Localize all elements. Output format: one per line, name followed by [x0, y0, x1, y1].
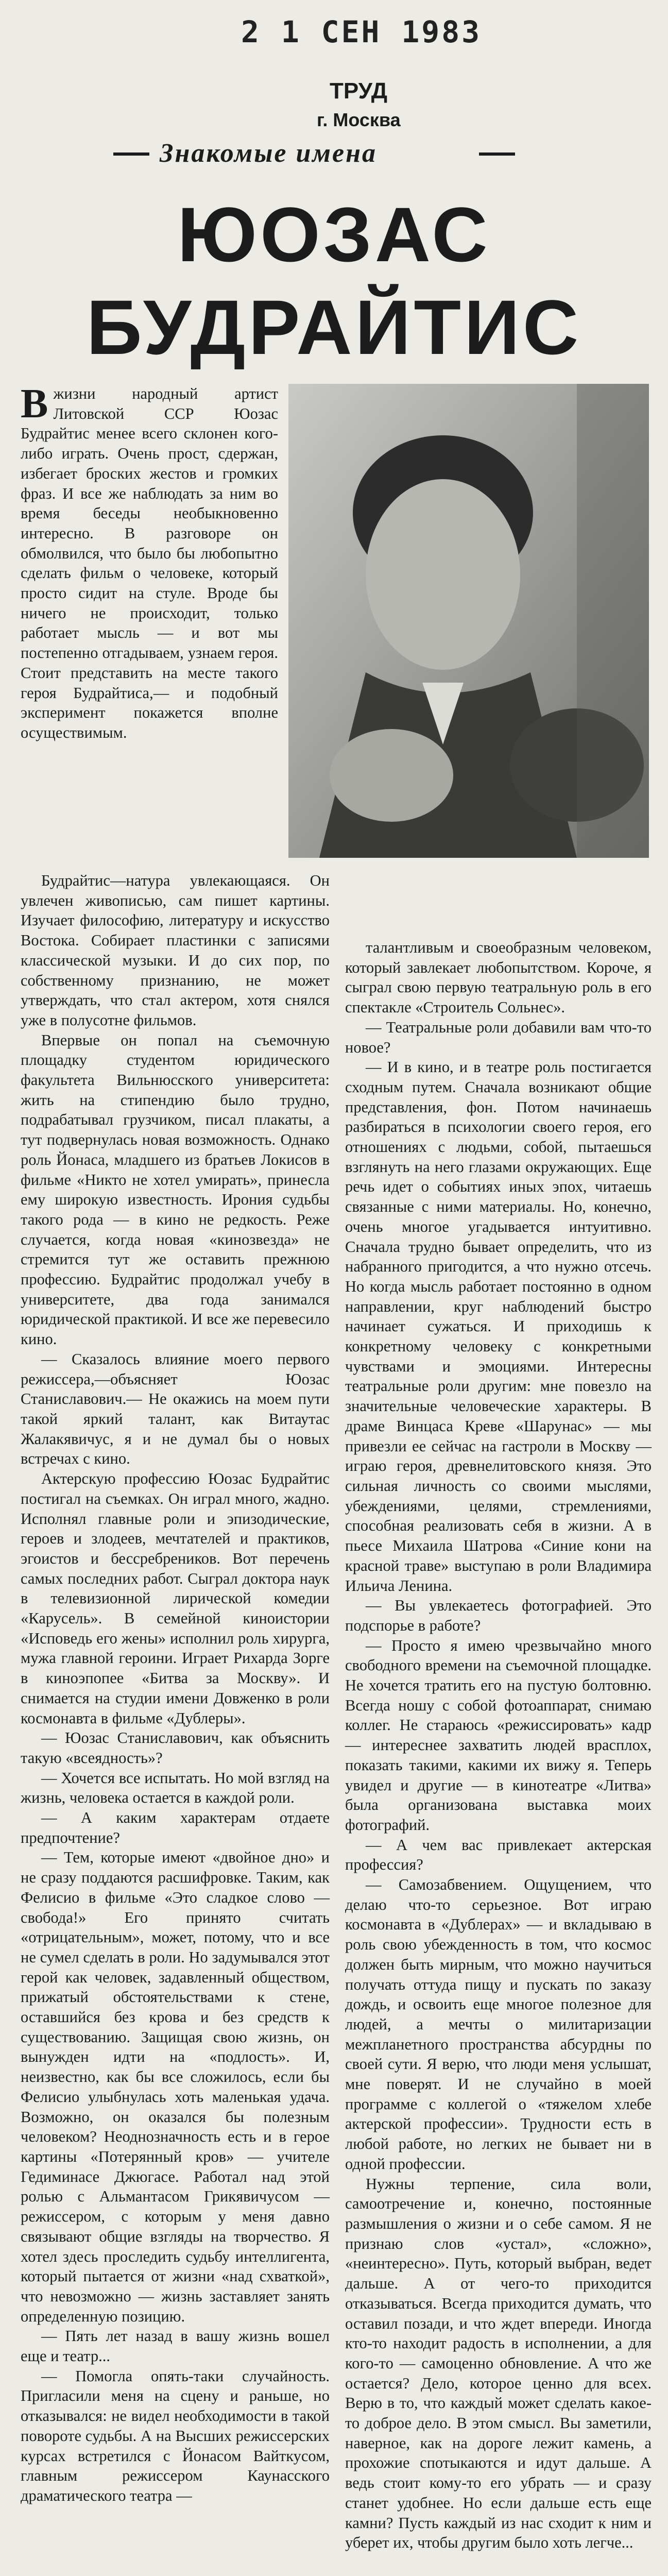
article-paragraph: Впервые он попал на съемочную площадку студентом юридического факультета Вильнюсского университета: жить на стипендию было трудно, подрабатывал грузчиком, писал плакаты, а тут подвернулась новая возможность. Однако роль Йонаса, младшего из братьев Локисов в фильме «Никто не хотел умирать», принесла ему широкую известность. Ирония судьбы такого рода — в кино не редкость. Реже случается, когда новая «кинозвезда» не стремится тут же оставить прежнюю профессию. Будрайтис продолжал учебу в университете, два года занимался юридической практикой. И все же перевесило кино. — [21, 1031, 330, 1348]
article-paragraph: — Театральные роли добавили вам что-то новое? — [345, 1018, 652, 1056]
headline-last-name: БУДРАЙТИС — [86, 284, 582, 370]
article-paragraph: — Вы увлекаетесь фотографией. Это подспорье в работе? — [345, 1597, 652, 1634]
article-paragraph: талантливым и своеобразным человеком, который завлекает любопытством. Короче, я сыграл свою первую театральную роль в его спектакле «Строитель Сольнес». — [345, 939, 652, 1016]
portrait-image — [288, 384, 649, 858]
portrait-photo — [288, 384, 649, 858]
article-paragraph: — Самозабвением. Ощущением, что делаю что-то серьезное. Вот играю космонавта в «Дублерах» — и вкладываю в роль свою убежденность в том, что космос должен быть мирным, что можно научиться получать оттуда пищу и пускать по заказу дождь, и освоить еще многое полезное для людей, а мечты о милитаризации межпланетного пространства абсурдны по своей сути. Я верю, что люди меня услышат, мне поверят. И не случайно в моей программе с коллегой о «тяжелом хлебе актерской профессии». Трудности есть в любой работе, но легких не бывает ни в одной профессии. — [345, 1876, 652, 2173]
right-text-column — [345, 938, 652, 2553]
city-stamp: г. Москва — [317, 109, 401, 130]
date-stamp: 2 1 СЕН 1983 — [241, 14, 482, 49]
newspaper-name-stamp: ТРУД — [330, 78, 388, 104]
headline-first-name: ЮОЗАС — [177, 191, 491, 278]
article-paragraph: — Тем, которые имеют «двойное дно» и не сразу поддаются расшифровке. Таким, как Фелисио в фильме «Это сладкое слово — свобода!» Его принято считать «отрицательным», может, потому, что и все не сумел сделать в роли. Но задумывался этот герой как человек, задавленный обществом, прижатый обстоятельствами к стене, оставшийся без крова и без средств к существованию. Защищая свою жизнь, он вынужден идти на «подлость». И, неизвестно, как бы все сложилось, если бы Фелисио улыбнулась хоть маленькая удача. Возможно, он оказался бы полезным человеком? Неоднозначность есть и в герое картины «Потерянный кров» — учителе Гедиминасе Джюгасе. Работал над этой ролью с Альмантасом Грикявичусом — режиссером, с которым у меня давно связывают общие взгляды на творчество. Я хотел здесь проследить судьбу интеллигента, который пытается от жизни «над схваткой», что невозможно — жизнь заставляет занять определенную позицию. — [21, 1849, 330, 2325]
article-paragraph: — Юозас Станиславович, как объяснить такую «всеядность»? — [21, 1729, 330, 1767]
left-text-column — [21, 871, 330, 2506]
rubric-right-dash — [479, 152, 515, 156]
article-paragraph: — Помогла опять-таки случайность. Пригласили меня на сцену и раньше, но отказывался: не видел необходимости в такой повороте судьбы. А на Высших режиссерских курсах встретился с Йонасом Вайткусом, главным режиссером Каунасского драматического театра — — [21, 2367, 330, 2504]
article-paragraph: — А чем вас привлекает актерская профессия? — [345, 1836, 652, 1874]
article-paragraph: Нужны терпение, сила воли, самоотречение и, конечно, постоянные размышления о жизни и о себе самом. Я не признаю слов «устал», «сложно», «неинтересно». Путь, который выбран, ведет дальше. А от чего-то приходится отказываться. Всегда приходится думать, что оставил позади, и что ждет впереди. Иногда кто-то находит радость в исполнении, а для кого-то — самоценно обновление. А что же остается? Дело, которое ценно для всех. Верю в то, что каждый может сделать какое-то доброе дело. В этом смысл. Вы заметили, наверное, как на дороге лежит камень, а прохожие спотыкаются и идут дальше. А ведь стоит кому-то его убрать — и сразу станет удобнее. Но если дальше есть еще камни? Пусть каждый из нас сходит к ним и уберет их, чтобы другим было хоть легче... — [345, 2175, 652, 2552]
article-paragraph: Будрайтис—натура увлекающаяся. Он увлечен живописью, сам пишет картины. Изучает философию, литературу и искусство Востока. Собирает пластинки с записями классической музыки. И до сих пор, по собственному признанию, не может утверждать, что стал актером, хотя снялся уже в полусотне фильмов. — [21, 872, 330, 1029]
article-paragraph: Актерскую профессию Юозас Будрайтис постигал на съемках. Он играл много, жадно. Исполнял главные роли и эпизодические, героев и злодеев, мечтателей и практиков, эгоистов и бессребреников. Вот перечень самых последних работ. Сыграл доктора наук в телевизионной лирической комедии «Карусель». В семейной киноистории «Исповедь его жены» исполнил роль хирурга, мужа главной героини. Играет Рихарда Зорге в киноэпопее «Битва за Москву». И снимается на студии имени Довженко в роли космонавта в фильме «Дублеры». — [21, 1470, 330, 1727]
article-paragraph: — Хочется все испытать. Но мой взгляд на жизнь, человека остается в каждой роли. — [21, 1769, 330, 1807]
intro-column — [21, 381, 278, 743]
article-paragraph: — И в кино, и в театре роль постигается сходным путем. Сначала возникают общие представления, фон. Потом начинаешь разбираться в психологии своего героя, его отношениях с людьми, собой, пытаешься взглянуть на него глазами окружающих. Еще речь идет о событиях иных эпох, читаешь связанные с ними материалы. Но, конечно, очень многое угадывается интуитивно. Сначала трудно бывает определить, что из набранного пригодится, а что нужно отсечь. Но когда мысль работает постоянно в одном направлении, круг наблюдений быстро начинает сужаться. И приходишь к конкретному человеку с конкретными чувствами и эмоциями. Интересны театральные роли другим: мне повезло на значительные человеческие характеры. В драме Винцаса Креве «Шарунас» — мы привезли ее сейчас на гастроли в Москву — играю героя, древнелитовского князя. Это сильная личность со своими мыслями, убеждениями, целями, стремлениями, способная реализовать себя в жизни. А в пьесе Михаила Шатрова «Синие кони на красной траве» выступаю в роли Владимира Ильича Ленина. — [345, 1058, 652, 1595]
article-paragraph: — Сказалось влияние моего первого режиссера,—объясняет Юозас Станиславович.— Не окажись на моем пути такой яркий талант, как Витаутас Жалакявичус, я и не думал бы о новых встречах с кино. — [21, 1350, 330, 1468]
article-paragraph: Вжизни народный артист Литовской ССР Юозас Будрайтис менее всего склонен кого-либо играть. Очень прост, сдержан, избегает броских жестов и громких фраз. И все же наблюдать за ним во время беседы необыкновенно интересно. В разговоре он обмолвился, что было бы любопытно сделать фильм о человеке, который просто сидит на стуле. Вроде бы ничего не происходит, только работает мысль — и вот мы постепенно отгадываем, узнаем героя. Стоит представить на месте такого героя Будрайтиса,— и подобный эксперимент покажется вполне осуществимым. — [21, 381, 278, 741]
article-paragraph: — Просто я имею чрезвычайно много свободного времени на съемочной площадке. Не хочется тратить его на пустую болтовню. Всегда ношу с собой фотоаппарат, снимаю коллег. Не стараюсь «режиссировать» кадр — интереснее захватить людей врасплох, показать такими, какими их вижу я. Теперь увидел и другие — в кинотеатре «Литва» была организована выставка моих фотографий. — [345, 1636, 652, 1834]
article-paragraph: — А каким характерам отдаете предпочтение? — [21, 1809, 330, 1846]
rubric-label: Знакомые имена — [160, 139, 377, 168]
article-paragraph: — Пять лет назад в вашу жизнь вошел еще и театр... — [21, 2327, 330, 2365]
rubric-left-dash — [113, 152, 149, 156]
